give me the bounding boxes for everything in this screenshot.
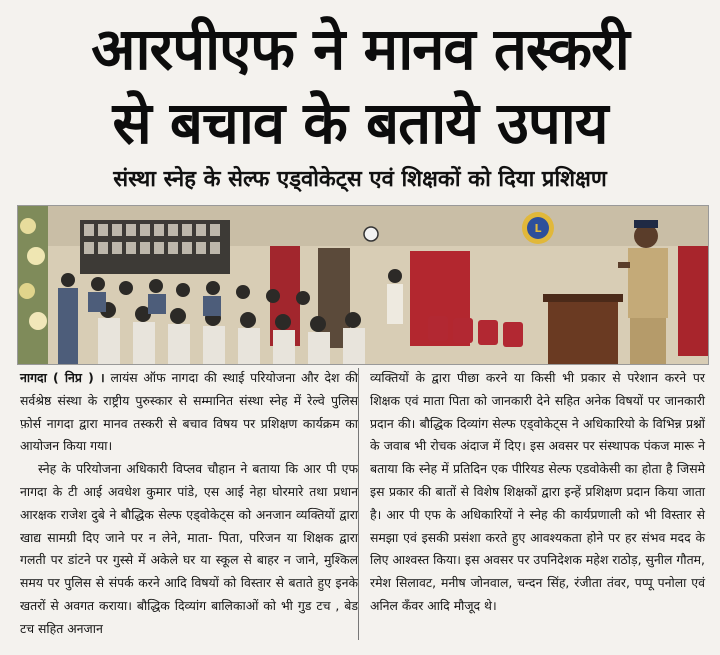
- article-paragraph: स्नेह के परियोजना अधिकारी विप्लव चौहान ने बताया कि आर पी एफ नागदा के टी आई अवधेश कुमार पांडे, एस आई नेहा घोरमारे तथा प्रधान आरक्षक राजेश दुबे ने बौद्धिक सेल्फ एड्वोकेट्स को अनजान व्यक्तियों द्वारा खाद्य सामग्री दिए जाने पर न लेने, माता- पिता, परिजन या शिक्षक द्वारा गलती पर डांटने पर गुस्से में अकेले घर या स्कूल से बाहर न जाने, मुश्किल समय पर पुलिस से संपर्क करने आदि विषयों को विस्तार से बताते हुए इनके खतरों से अवगत कराया। बौद्धिक दिव्यांग बालिकाओं को भी गुड टच , बेड टच सहित अनजान: [20, 461, 358, 636]
- svg-text:L: L: [534, 222, 542, 235]
- headline-line-2: से बचाव के बताये उपाय: [112, 89, 608, 157]
- article-paragraph: व्यक्तियों के द्वारा पीछा करने या किसी भी प्रकार से परेशान करने पर शिक्षक एवं माता पिता को जानकारी देने सहित अनेक विषयों पर जानकारी प्रदान की। बौद्धिक दिव्यांग सेल्फ एड्वोकेट्स ने अधिकारियो के विभिन्न प्रश्नों के जवाब भी रोचक अंदाज में दिए। इस अवसर पर संस्थापक पंकज मारू ने बताया कि स्नेह में प्रतिदिन एक पीरियड सेल्फ एडवोकेसी का होता है जिसमे इस प्रकार की बातों से विशेष शिक्षकों द्वारा इन्हें प्रशिक्षण प्रदान किया जाता है। आर पी एफ के अधिकारियों ने स्नेह की कार्यप्रणाली को भी विस्तार से समझा एवं इसकी प्रसंशा करते हुए आवश्यकता होने पर हर संभव मदद के लिए आश्वस्त किया। इस अवसर पर उपनिदेशक महेश राठोड़, सुनील गौतम, रमेश सिलावट, मनीष जोनवाल, चन्दन सिंह, रंजीता तंवर, पप्पू पनोला एवं अनिल कँवर आदि मौजूद थे।: [370, 370, 705, 613]
- article-column-left: [20, 367, 358, 641]
- article-paragraph: लायंस ऑफ नागदा की स्थाई परियोजना और देश की सर्वश्रेष्ठ संस्था के राष्ट्रीय पुरुस्कार से सम्मानित संस्था स्नेह में रेल्वे पुलिस फ़ोर्स नागदा द्वारा मानव तस्करी से बचाव विषय पर प्रशिक्षण कार्यक्रम का आयोजन किया गया।: [20, 370, 358, 454]
- article-column-right: [370, 367, 705, 618]
- headline-line-1: आरपीएफ ने मानव तस्करी: [91, 15, 629, 83]
- subheadline: संस्था स्नेह के सेल्फ एड्वोकेट्स एवं शिक्षकों को दिया प्रशिक्षण: [113, 167, 607, 192]
- event-photo: [17, 205, 709, 365]
- article-dateline: नागदा ( निप्र ) ।: [20, 370, 105, 385]
- column-divider: [358, 368, 359, 640]
